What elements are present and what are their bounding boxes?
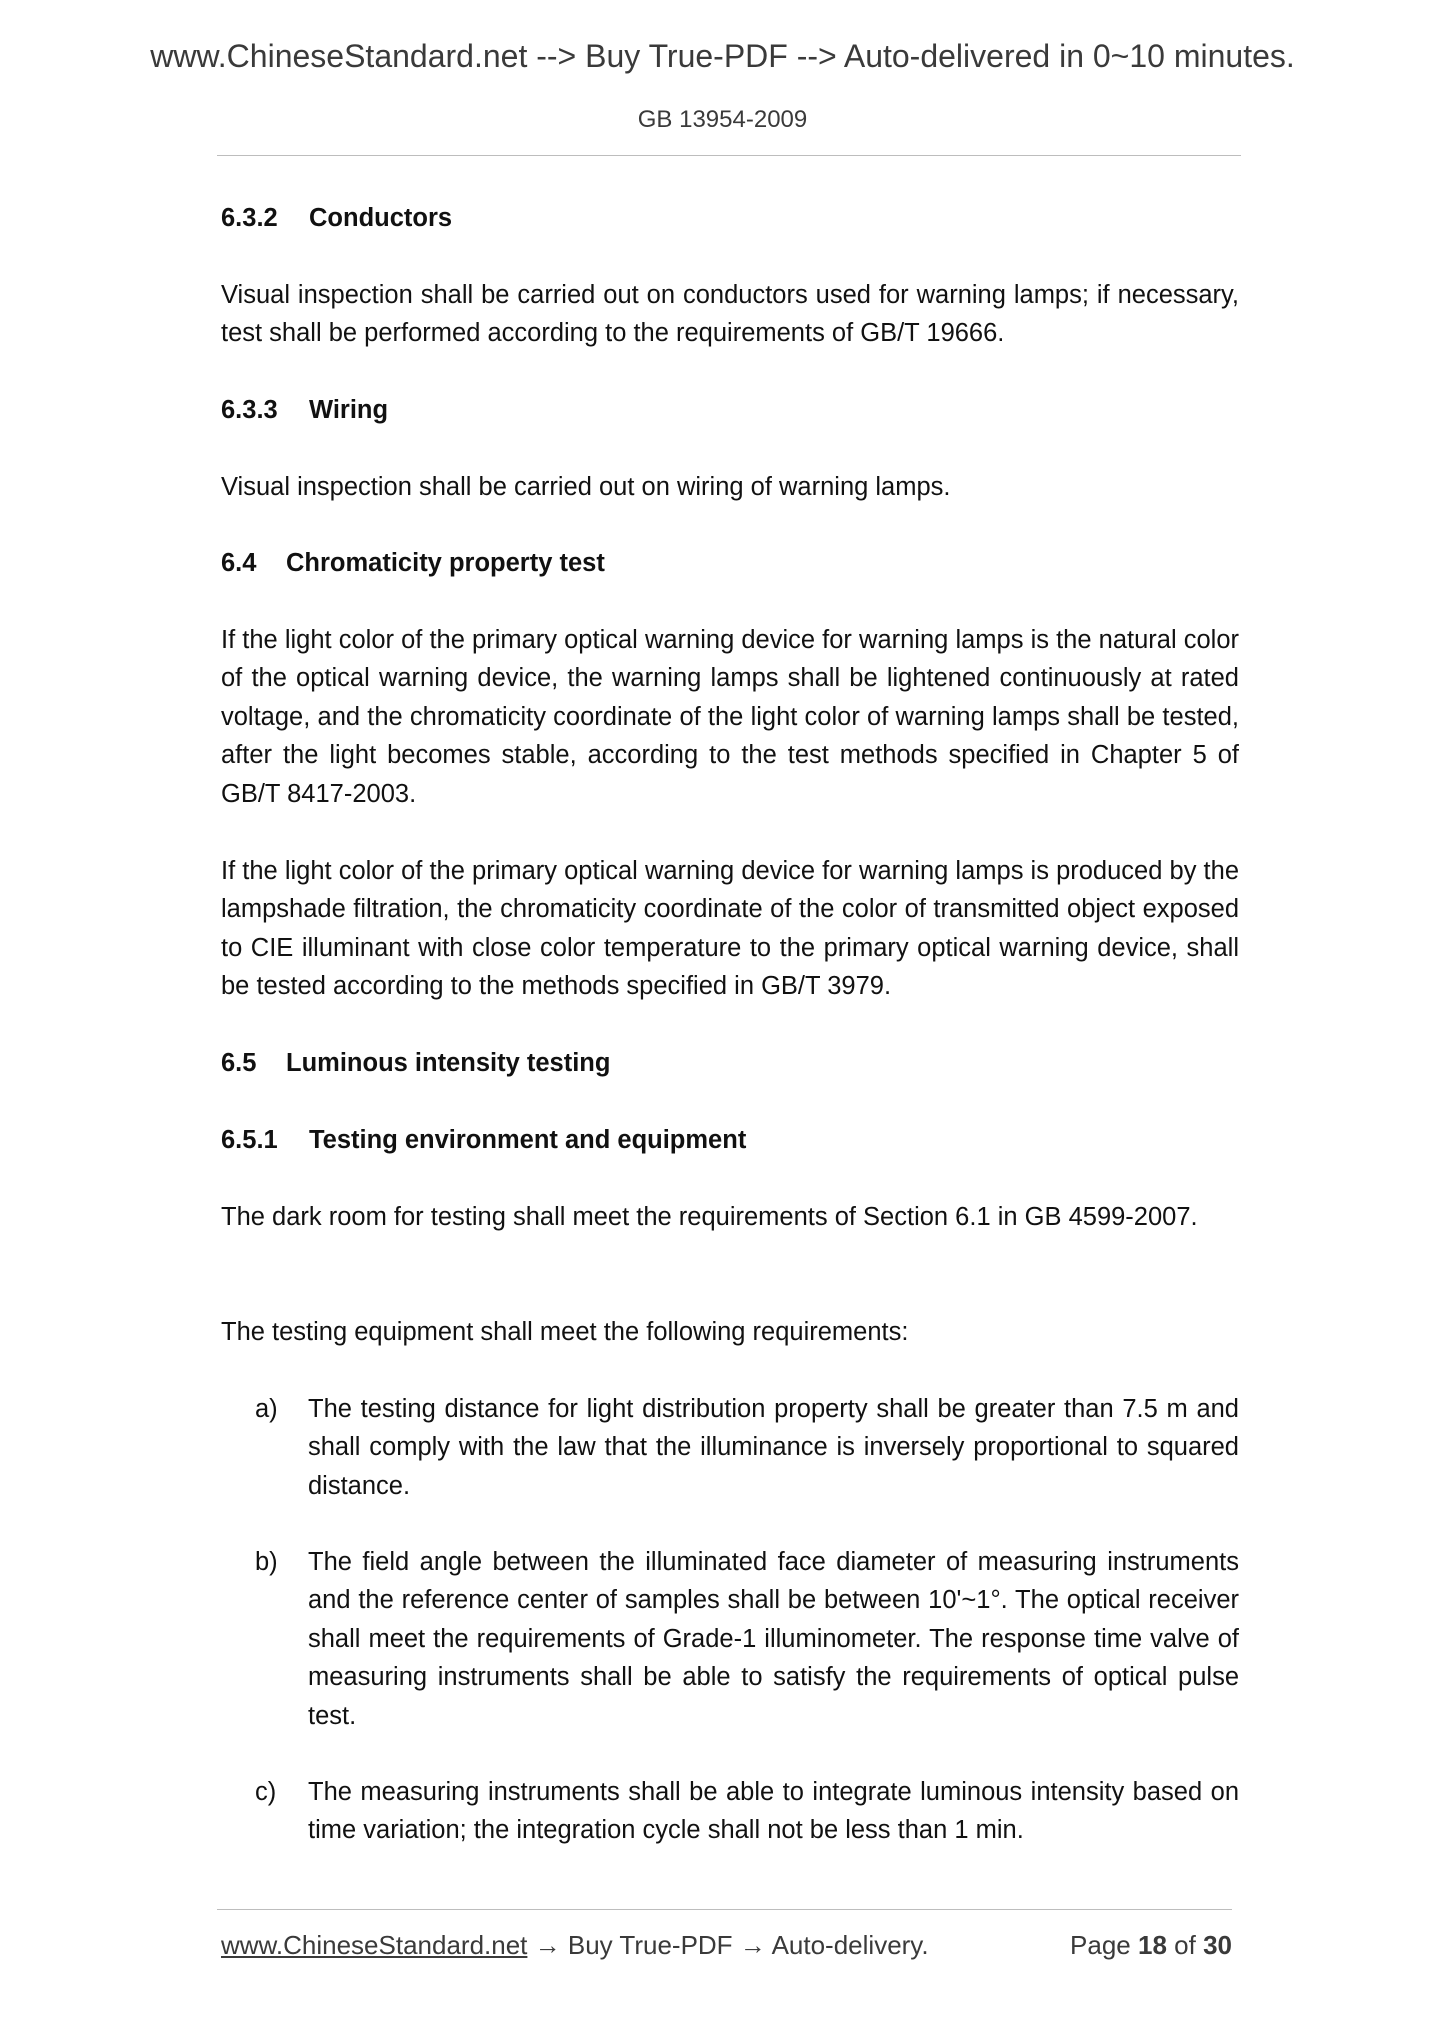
page-word: Page — [1070, 1930, 1131, 1960]
top-banner: www.ChineseStandard.net --> Buy True-PDF --> Auto-delivered in 0~10 minutes. — [150, 38, 1295, 74]
heading-number: 6.3.3 — [221, 396, 278, 424]
current-page: 18 — [1138, 1930, 1167, 1960]
heading-number: 6.5 — [221, 1049, 257, 1077]
paragraph-chromaticity-1: If the light color of the primary optical warning device for warning lamps is the natural color of the optical warning device, the warning lamps shall be lightened continuously at rated voltage, and the chromaticity coordinate of the light color of warning lamps shall be tested, after the light becomes stable, according to the test methods specified in Chapter 5 of GB/T 8417-2003. — [221, 626, 1239, 808]
of-word: of — [1174, 1930, 1196, 1960]
list-item-label: c) — [255, 1778, 277, 1806]
page-footer — [221, 1930, 1232, 1961]
heading-6-5 — [221, 1044, 1239, 1082]
heading-title: Conductors — [309, 204, 453, 232]
footer-site-link[interactable]: www.ChineseStandard.net — [221, 1930, 528, 1960]
list-item-label: b) — [255, 1548, 278, 1576]
footer-divider — [217, 1909, 1232, 1910]
footer-tagline: → Buy True-PDF → Auto-delivery. — [527, 1930, 929, 1960]
list-item-text: The measuring instruments shall be able to integrate luminous intensity based on time variation; the integration cycle shall not be less than 1 min. — [308, 1778, 1239, 1845]
paragraph-dark-room: The dark room for testing shall meet the requirements of Section 6.1 in GB 4599-2007. — [221, 1203, 1198, 1231]
heading-6-3-2 — [221, 199, 1239, 237]
heading-title: Chromaticity property test — [286, 549, 605, 577]
paragraph-chromaticity-2: If the light color of the primary optical warning device for warning lamps is produced by the lampshade filtration, the chromaticity coordinate of the color of transmitted object exposed to CIE illuminant with close color temperature to the primary optical warning device, shall be tested according to the methods specified in GB/T 3979. — [221, 857, 1239, 1001]
paragraph-conductors: Visual inspection shall be carried out on conductors used for warning lamps; if necessary, test shall be performed according to the requirements of GB/T 19666. — [221, 281, 1239, 348]
paragraph-equipment-intro: The testing equipment shall meet the following requirements: — [221, 1318, 909, 1346]
document-code: GB 13954-2009 — [637, 106, 808, 133]
paragraph-wiring: Visual inspection shall be carried out on wiring of warning lamps. — [221, 473, 951, 501]
heading-6-3-3 — [221, 391, 1239, 429]
heading-6-4 — [221, 544, 1239, 582]
header-divider — [217, 155, 1241, 156]
list-item-text: The field angle between the illuminated face diameter of measuring instruments and the reference center of samples shall be between 10'~1°. The optical receiver shall meet the requirements of Grade-1 illuminometer. The response time valve of measuring instruments shall be able to satisfy the requirements of optical pulse test. — [308, 1548, 1239, 1730]
heading-title: Wiring — [309, 396, 389, 424]
page-number — [1070, 1930, 1232, 1961]
heading-title: Luminous intensity testing — [286, 1049, 611, 1077]
heading-number: 6.3.2 — [221, 204, 278, 232]
list-item-text: The testing distance for light distribution property shall be greater than 7.5 m and shall comply with the law that the illuminance is inversely proportional to squared distance. — [308, 1395, 1239, 1500]
heading-title: Testing environment and equipment — [309, 1126, 747, 1154]
heading-number: 6.5.1 — [221, 1126, 278, 1154]
list-item-label: a) — [255, 1395, 278, 1423]
heading-6-5-1 — [221, 1121, 1239, 1159]
heading-number: 6.4 — [221, 549, 257, 577]
total-pages: 30 — [1203, 1930, 1232, 1960]
